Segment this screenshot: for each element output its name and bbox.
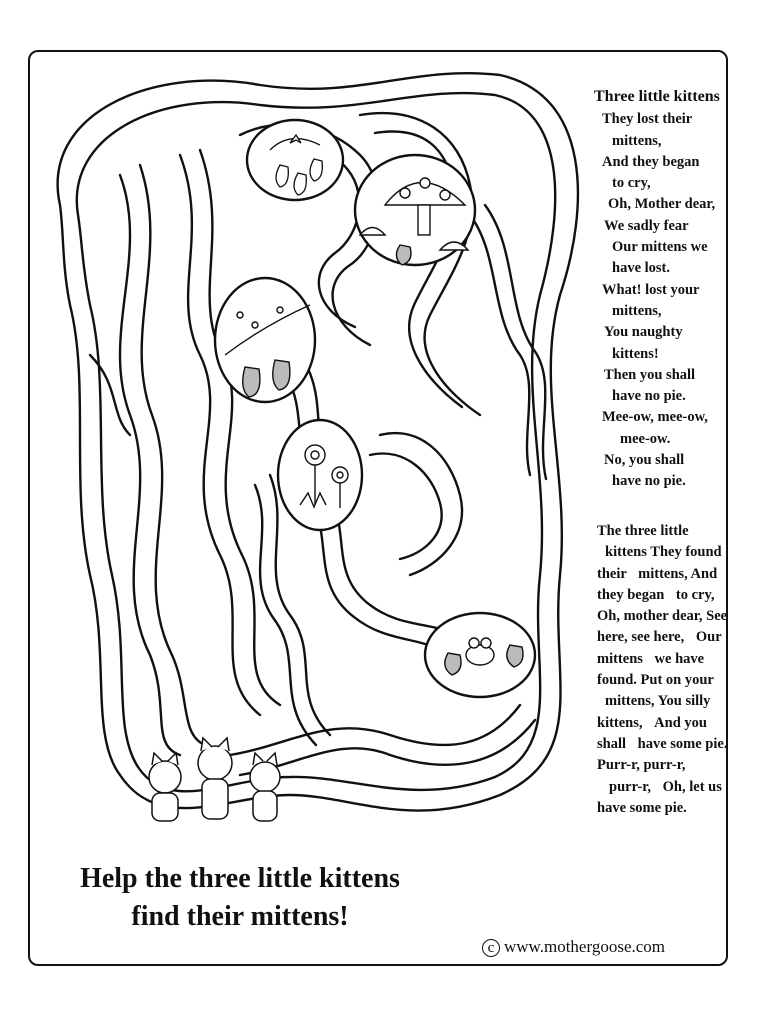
poem-line: kittens!: [612, 345, 659, 362]
poem-line: purr-r,: [609, 778, 652, 795]
poem-line: You silly kittens,: [597, 693, 711, 731]
caption-line-1: Help the three little kittens: [80, 863, 400, 894]
poem-line: They lost their: [602, 111, 693, 128]
poem-line: mee-ow.: [620, 430, 671, 447]
caption-line-2: find their mittens!: [131, 901, 349, 932]
poem-line: The three little: [597, 523, 689, 539]
poem-line: Purr-r, purr-r,: [597, 757, 686, 774]
poem-line: mittens,: [638, 565, 688, 582]
poem-title: Three little kittens: [594, 88, 720, 105]
poem-line: have no pie.: [612, 473, 686, 490]
poem-line: You naughty: [604, 324, 683, 341]
poem-line: Mee-ow, mee-ow,: [602, 409, 708, 426]
poem-line: mittens,: [612, 132, 662, 149]
poem-line: Oh, Mother dear,: [608, 196, 716, 213]
maze: [30, 55, 590, 855]
poem-line: Put on your: [640, 672, 714, 689]
poem-line: to cry,: [675, 586, 715, 603]
poem-line: And they began: [602, 153, 700, 170]
copyright-notice: [482, 937, 665, 957]
poem-line: kittens: [605, 544, 647, 561]
maze-caption: [40, 860, 440, 936]
poem-line: have some pie.: [637, 735, 728, 752]
poem-line: mittens,: [612, 302, 662, 319]
poem-line: See here, see here,: [597, 608, 728, 646]
poem-line: have lost.: [612, 260, 670, 277]
poem-line: to cry,: [612, 175, 651, 192]
poem-line: mittens,: [605, 693, 655, 710]
three-kittens-illustration: [149, 738, 280, 821]
poem-line: We sadly fear: [604, 217, 689, 234]
poem-stanza-2: [597, 521, 732, 819]
poem-line: What! lost your: [602, 281, 700, 298]
copyright-icon: c: [482, 939, 500, 957]
poem-line: Oh, mother dear,: [597, 608, 703, 625]
poem-stanza-1: [588, 86, 728, 493]
poem-line: And they began: [597, 565, 718, 603]
poem-line: Our mittens we: [612, 239, 708, 256]
copyright-url[interactable]: www.mothergoose.com: [504, 937, 666, 956]
poem-line: Our mittens: [597, 629, 722, 667]
poem-line: we have found.: [597, 650, 705, 689]
poem-line: some pie.: [629, 799, 687, 816]
poem-line: have no pie.: [612, 388, 686, 405]
poem-line: And you shall: [597, 714, 707, 752]
poem-line: They found their: [597, 544, 722, 582]
poem-line: No, you shall: [604, 452, 685, 469]
poem-line: Then you shall: [604, 366, 696, 383]
poem-line: Oh, let us have: [597, 778, 722, 816]
